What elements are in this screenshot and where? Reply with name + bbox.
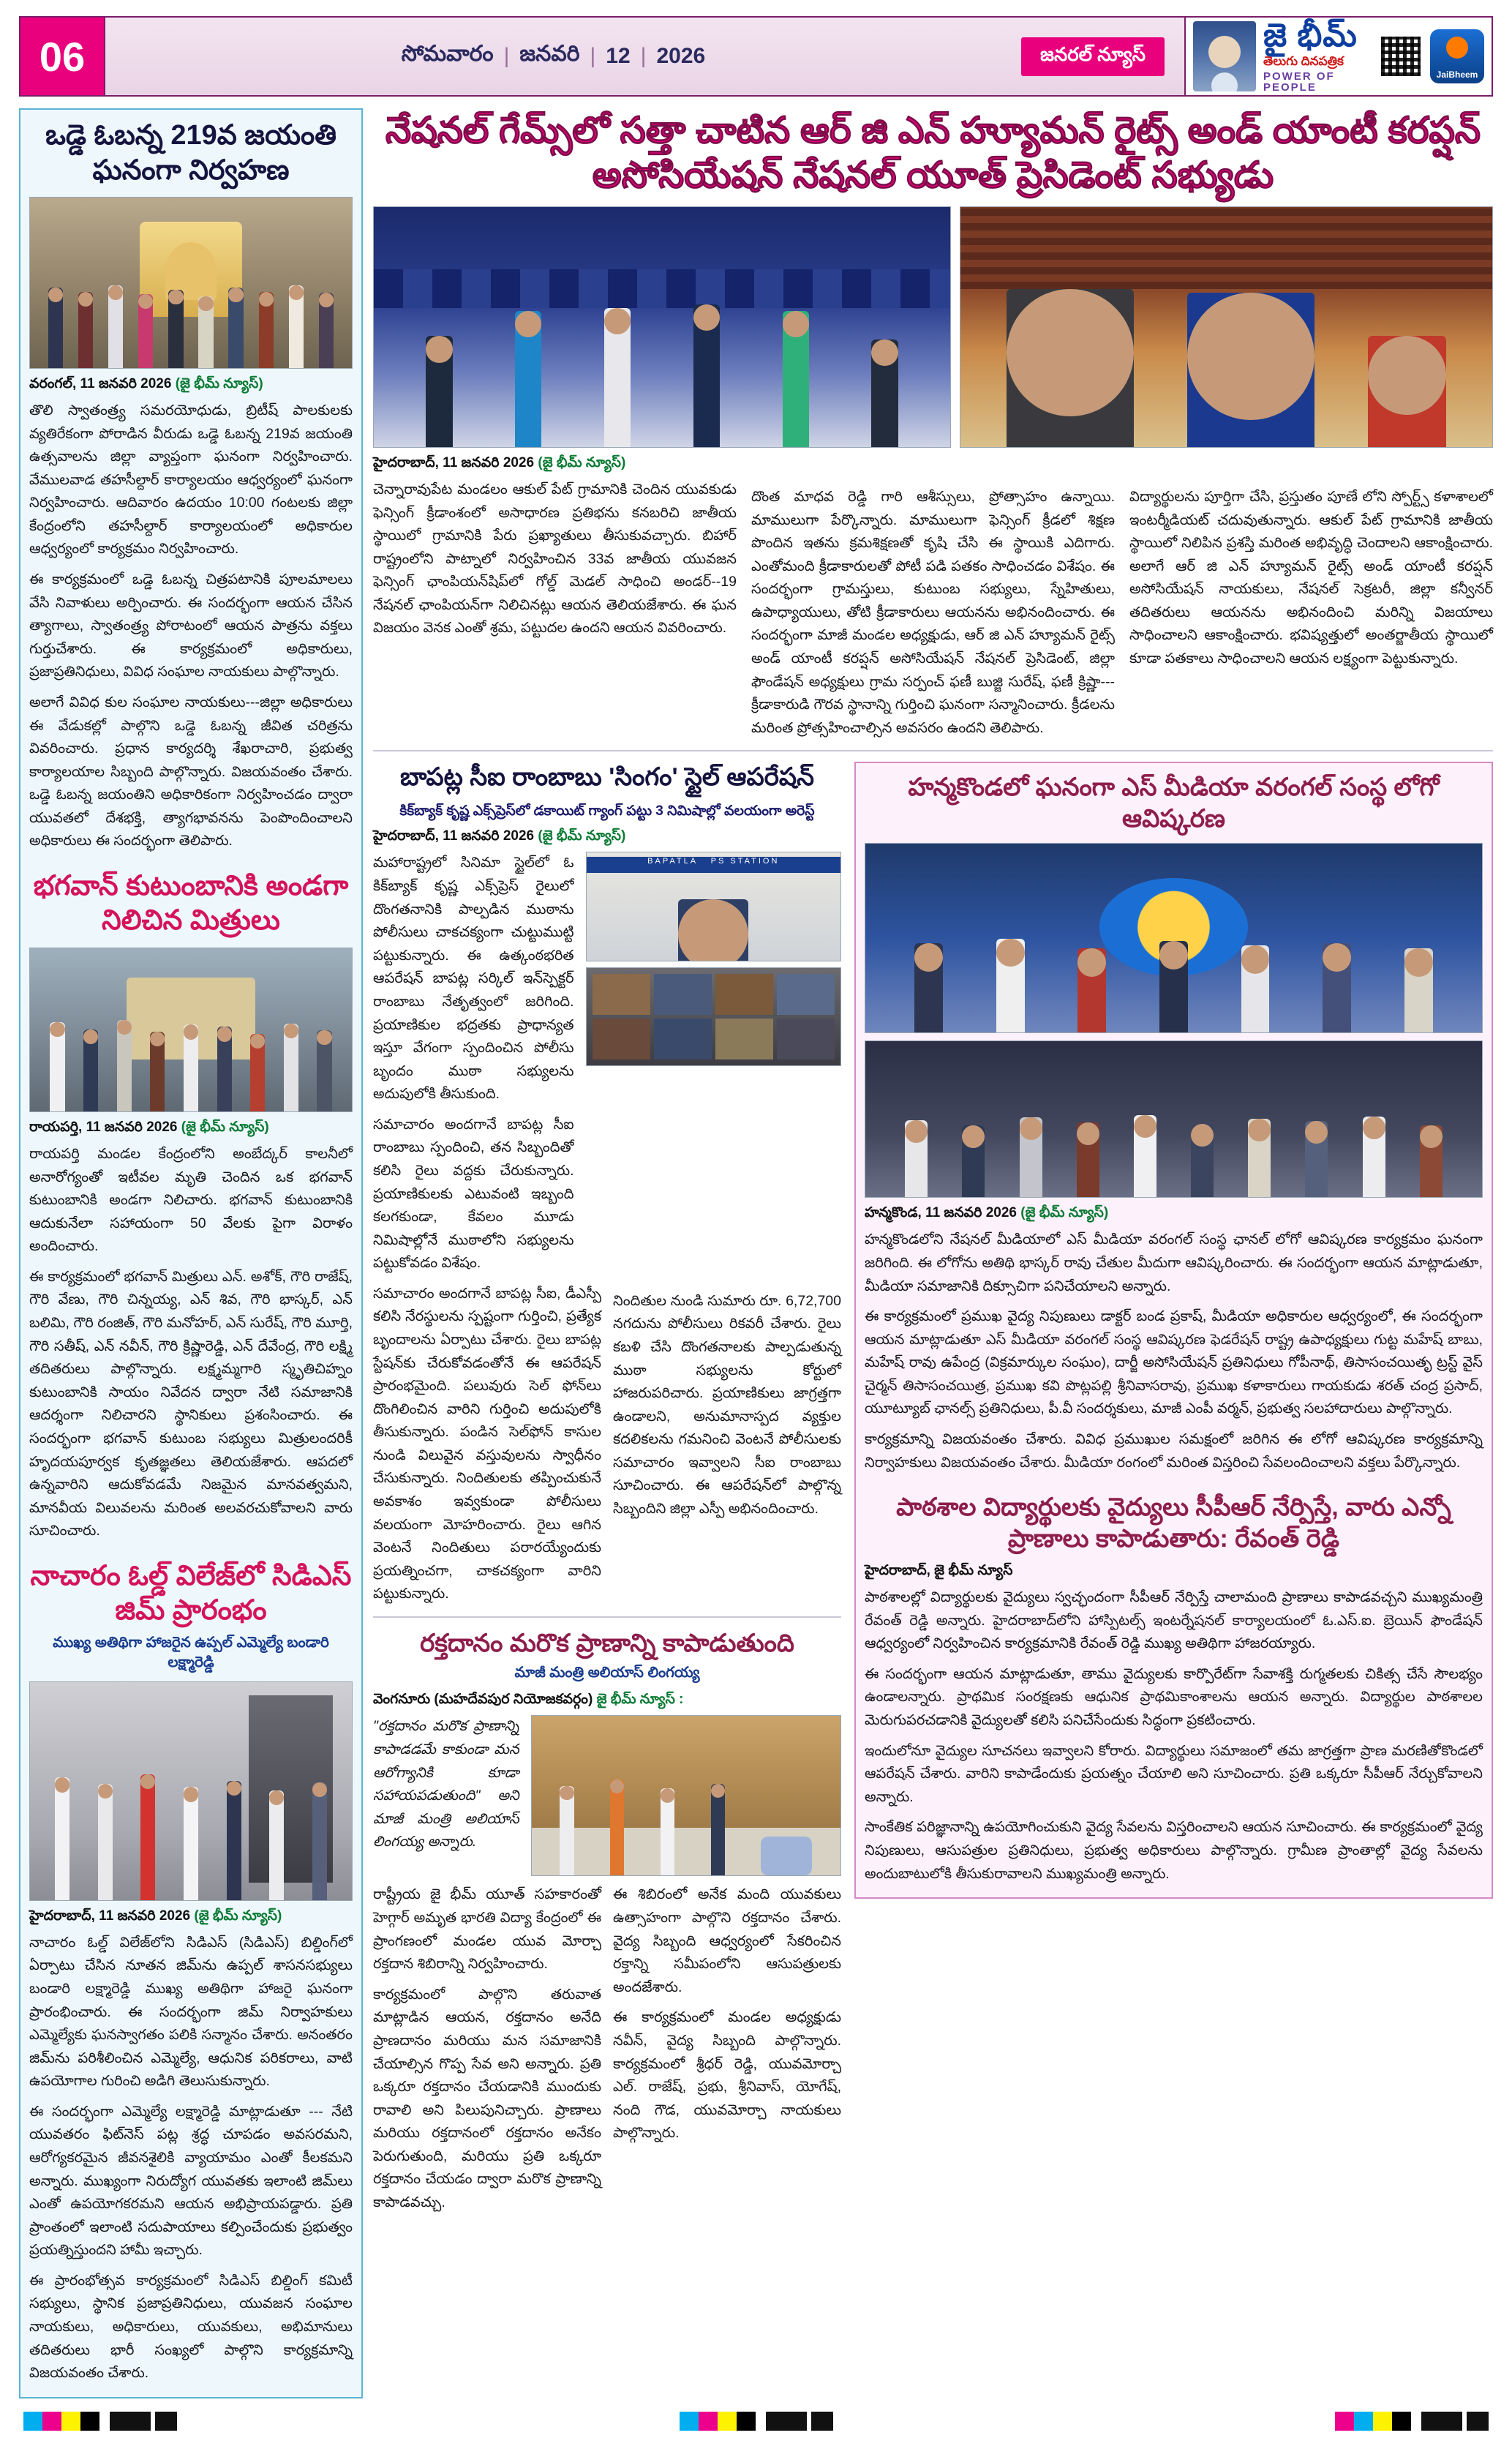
article-paragraph: తొలి స్వాతంత్ర్య సమరయోధుడు, బ్రిటీష్ పాలకులకు వ్యతిరేకంగా పోరాడిన వీరుడు ఒడ్డె ఓబన్న 219వ జయంతి ఉత్సవాలను జిల్లా వ్యాప్తంగా ఘనంగా నిర్వహించారు. వేములవాడ తహసీల్దార్ కార్యాలయం ఆధ్వర్యంలో ఘనంగా నిర్వహించారు. ఆదివారం ఉదయం 10:00 గంటలకు జిల్లా కేంద్రంలోని తహసీల్దార్ కార్యాలయంలో అధికారుల ఆధ్వర్యంలో కార్యక్రమం నిర్వహించారు. <box>29 402 353 558</box>
bapatla-top <box>373 852 841 1275</box>
article-paragraph: ఈ కార్యక్రమంలో ప్రముఖ వైద్య నిపుణులు డాక్టర్ బండ ప్రకాష్, మీడియా అధికారుల ఆధ్వర్యంలో, ఈ సందర్భంగా ఆయన మాట్లాడుతూ ఎస్ మీడియా వరంగల్ సంస్థ ఆవిష్కరణ ఫెడరేషన్ రాష్ట్ర ఉపాధ్యక్షులు గుట్ట మహేష్ బాబు, మహేష్ రావు ఉపేంద్ర (విక్రమార్కుల సంఘం), దార్జీ అసోసియేషన్ ప్రతినిధులు గోపీనాథ్, తిసాసంచయితృ ట్రస్ట్ వైస్ చైర్మన్ తిసాసంచయిత్ర, ప్రముఖ కవి పొట్లపల్లి శ్రీనివాసరావు, ప్రముఖ కళాకారులు గాయకుడు శరత్ చంద్ర ప్రసాద్, యూట్యూబ్ ఛానల్స్ ప్రతినిధులు, పీ.వీ సందర్శకులు, మాజీ ఎంపీ వర్మన్, ప్రభుత్వ సలహాదారులు పాల్గొన్నారు. <box>865 1308 1483 1417</box>
registration-block <box>155 2412 177 2431</box>
lower-columns <box>373 762 1493 2214</box>
article-paragraph: ఈ సందర్భంగా ఆయన మాట్లాడుతూ, తాము వైద్యులకు కార్పొరేట్‌గా సేవాశక్తి రుగ్మతలకు చికిత్స చేసే సౌలభ్యం ఉండాలన్నారు. ప్రాథమిక సంరక్షణకు ఆధునిక ప్రాథమికాంశాలను ఆయన అన్నారు. విద్యార్థుల పాఠశాలల మెరుగుపరచడానికి వైద్యులతో కలిసి పనిచేసేందుకు సిద్ధంగా ప్రకటించారు. <box>865 1665 1483 1729</box>
color-swatch-magenta <box>42 2412 61 2431</box>
color-swatch-group <box>1335 2412 1489 2431</box>
article-photo <box>373 206 951 448</box>
dateline <box>373 828 841 847</box>
dateline-place: రాయపర్తి, 11 జనవరి 2026 <box>29 1119 178 1135</box>
dateline-place: హన్మకొండ, 11 జనవరి 2026 <box>865 1205 1017 1221</box>
main-column <box>373 108 1493 2398</box>
day-label: సోమవారం <box>401 41 494 66</box>
registration-block <box>811 2412 833 2431</box>
dateline-place: హైదరాబాద్, 11 జనవరి 2026 <box>29 1908 191 1924</box>
article-photo <box>29 197 353 369</box>
article-paragraph: విద్యార్థులను పూర్తిగా చేసి, ప్రస్తుతం పూణే లోని స్పోర్ట్స్ కళాశాలలో ఇంటర్మీడియట్ చదువుతున్నారు. ఆకుల్ పేట్ గ్రామానికి జాతీయ స్థాయిలో నిలిపిన ప్రశస్తి మరింత అభివృద్ధి చెందాలని ఆకాంక్షించారు. అలాగే ఆర్ జి ఎన్ హ్యూమన్ రైట్స్ అండ్ యాంటీ కరప్షన్ అసోసియేషన్ నాయకులు, నేషనల్ సెక్రటరీ, జిల్లా కన్వీనర్ తదితరులు ఆయనను అభినందించి మరిన్ని విజయాలు సాధించాలని ఆకాంక్షించారు. భవిష్యత్తులో అంతర్జాతీయ స్థాయిలో కూడా పతకాలు సాధించాలని ఆయన లక్ష్యంగా పెట్టుకున్నారు. <box>1129 489 1493 667</box>
divider: | <box>640 44 647 68</box>
subheadline: ముఖ్య అతిథిగా హాజరైన ఉప్పల్ ఎమ్మెల్యే బండారి లక్ష్మారెడ్డి <box>53 1634 329 1670</box>
lead-body-columns <box>373 479 1493 740</box>
mobile-app-icon: JaiBheem <box>1430 29 1484 83</box>
color-swatch-magenta <box>1335 2412 1354 2431</box>
left-column <box>19 108 363 2398</box>
registration-block <box>110 2412 151 2431</box>
page-title: పాఠశాల విద్యార్థులకు వైద్యులు సీపీఆర్ నేర్పిస్తే, వారు ఎన్నో ప్రాణాలు కాపాడుతారు: రేవంత్ రెడ్డి <box>896 1493 1451 1553</box>
dateline <box>29 1908 353 1927</box>
dateline-place: వెంగనూరు (మహదేవపుర నియోజకవర్గం) <box>373 1692 593 1708</box>
article-paragraph: ఈ కార్యక్రమంలో ఒడ్డె ఓబన్న చిత్రపటానికి పూలమాలలు వేసి నివాళులు అర్పించారు. ఈ సందర్భంగా ఆయన చేసిన త్యాగాలు, స్వాతంత్ర్య పోరాటంలో ఆయన పాత్రను వక్తలు గుర్తుచేశారు. ఈ కార్యక్రమంలో అధికారులు, ప్రజాప్రతినిధులు, వివిధ సంఘాల నాయకులు పాల్గొన్నారు. <box>29 571 353 680</box>
article-hanamkonda <box>854 762 1493 1899</box>
date-label: 12 <box>606 44 631 68</box>
dateline-place: వరంగల్, 11 జనవరి 2026 <box>29 376 172 391</box>
blood-top <box>373 1715 841 1876</box>
page-title: బాపట్ల సీఐ రాంబాబు 'సింగం' స్టైల్ ఆపరేషన్ <box>400 763 814 792</box>
dateline-place: హైదరాబాద్, 11 జనవరి 2026 <box>373 455 535 470</box>
page-title: రక్తదానం మరొక ప్రాణాన్ని కాపాడుతుంది <box>420 1629 794 1657</box>
dateline <box>373 1692 841 1711</box>
dateline-place: హైదరాబాద్, జై భీమ్ న్యూస్ <box>865 1563 1013 1579</box>
page-title: నేషనల్ గేమ్స్‌లో సత్తా చాటిన ఆర్ జి ఎన్ హ్యూమన్ రైట్స్ అండ్ యాంటీ కరప్షన్ అసోసియేషన్ నేషనల్ యూత్ ప్రెసిడెంట్ సభ్యుడు <box>385 110 1481 195</box>
registration-block <box>766 2412 807 2431</box>
date-line <box>105 18 1001 95</box>
logo-tagline: POWER OF PEOPLE <box>1263 70 1335 94</box>
qr-code-icon <box>1379 34 1423 78</box>
article-photo <box>29 948 353 1112</box>
lead-photo-row <box>373 206 1493 448</box>
divider <box>373 750 1493 751</box>
color-swatch-cyan <box>23 2412 42 2431</box>
article-oddeobanna <box>19 108 363 2398</box>
article-paragraph: కార్యక్రమాన్ని విజయవంతం చేశారు. వివిధ ప్రముఖుల సమక్షంలో జరిగిన ఈ లోగో ఆవిష్కరణ కార్యక్రమాన్ని నిర్వాహకులు విజయవంతం చేశారు. మీడియా రంగంలో మరింత విస్తరించి సేవలందించాలని వక్తలు పేర్కొన్నారు. <box>865 1430 1483 1471</box>
status-badge: జనరల్ న్యూస్ <box>1021 37 1165 76</box>
page-number: 06 <box>20 18 105 95</box>
publication-logo <box>1184 18 1492 95</box>
page-title: హన్మకొండలో ఘనంగా ఎస్ మీడియా వరంగల్ సంస్థ లోగో ఆవిష్కరణ <box>908 773 1440 833</box>
dateline-source: (జై భీమ్ న్యూస్) <box>1020 1205 1109 1221</box>
article-photo: BAPATLA PS STATION <box>586 852 841 961</box>
article-paragraph: నాచారం ఓల్డ్ విలేజ్‌లోని సిడిఎస్ (సిడిఎస్) బిల్డింగ్‌లో ఏర్పాటు చేసిన నూతన జిమ్‌ను ఉప్పల్ శాసనసభ్యులు బండారి లక్ష్మారెడ్డి ముఖ్య అతిథిగా హాజరై ఘనంగా ప్రారంభించారు. ఈ సందర్భంగా జిమ్ నిర్వాహకులు ఎమ్మెల్యేకు ఘనస్వాగతం పలికి సన్మానం చేశారు. అనంతరం జిమ్‌ను పరిశీలించిన ఎమ్మెల్యే, ఆధునిక పరికరాలు, వాటి ఉపయోగాల గురించి అడిగి తెలుసుకున్నారు. <box>29 1934 353 2090</box>
article-national-games <box>373 108 1493 740</box>
article-paragraph: సమాచారం అందగానే బాపట్ల సీఐ, డీఎస్పీ కలిసి నేరస్థులను స్పష్టంగా గుర్తించి, ప్రత్యేక బృందాలను ఏర్పాటు చేశారు. రైలు బాపట్ల స్టేషన్‌కు చేరుకోవడంతోనే ఈ ఆపరేషన్ ప్రారంభమైంది. పలువురు సెల్ ఫోన్‌లు దొంగిలించిన వారిని గుర్తించి అదుపులోకి తీసుకున్నారు. పండిన సెల్‌ఫోన్ కాసుల నుండి విలువైన వస్తువులను స్వాధీనం చేసుకున్నారు. నిందితులకు తప్పించుకునే అవకాశం ఇవ్వకుండా పోలీసులు వలయంగా మోహరించారు. రైలు ఆగిన వెంటనే నిందితులు పరారయ్యేందుకు ప్రయత్నించగా, చాకచక్యంగా వారిని పట్టుకున్నారు. <box>373 1285 601 1602</box>
article-paragraph: మహారాష్ట్రలో సినిమా స్టైల్‌లో ఓ కిక్‌బ్యాక్ కృష్ణ ఎక్స్‌ప్రెస్ రైలులో దొంగతనానికి పాల్పడిన ముఠాను పోలీసులు చాకచక్యంగా చుట్టుముట్టి పట్టుకున్నారు. ఈ ఉత్కంఠభరిత ఆపరేషన్ బాపట్ల సర్కిల్ ఇన్‌స్పెక్టర్ రాంబాబు నేతృత్వంలో జరిగింది. ప్రయాణికుల భద్రతకు ప్రాధాన్యత ఇస్తూ వేగంగా స్పందించిన పోలీసు బృందం ముఠా సభ్యులను అదుపులోకి తీసుకుంది. <box>373 855 574 1103</box>
pull-quote: "రక్తదానం మరొక ప్రాణాన్ని కాపాడడమే కాకుండా మన ఆరోగ్యానికి కూడా సహాయపడుతుంది" అని మాజీ మంత్రి అలియాస్ లింగయ్య అన్నారు. <box>373 1718 519 1850</box>
article-photo <box>531 1715 841 1876</box>
masthead <box>19 16 1493 97</box>
article-paragraph: దొంత మాధవ రెడ్డి గారి ఆశీస్సులు, ప్రోత్సాహం ఉన్నాయి. మాములుగా పేర్కొన్నారు. మాములుగా ఫెన్సింగ్ క్రీడలో శిక్షణ పొందిన ఇతను క్రమశిక్షణతో కృషి చేసి ఈ స్థాయికి ఎదిగారు. ఎంతోమంది క్రీడాకారులతో పోటీ పడి పతకం సాధించడం విశేషం. ఈ సందర్భంగా గ్రామస్తులు, కుటుంబ సభ్యులు, స్నేహితులు, ఉపాధ్యాయులు, తోటి క్రీడాకారులు ఆయనను అభినందించారు. ఈ సందర్భంగా మాజీ మండల అధ్యక్షుడు, ఆర్ జి ఎన్ హ్యూమన్ రైట్స్ అండ్ యాంటీ కరప్షన్ అసోసియేషన్ నేషనల్ ప్రెసిడెంట్, జిల్లా ఫౌండేషన్ అధ్యక్షులు గ్రామ సర్పంచ్ ఫణీ బుజ్జి సురేష్, ఫణీ క్రిష్ణా--- క్రీడాకారుడి గౌరవ స్థానాన్ని గుర్తించి ఘనంగా సన్మానించారు. క్రీడలను మరింత ప్రోత్సహించాల్సిన అవసరం ఉందని తెలిపారు. <box>751 489 1115 736</box>
dateline-source: (జై భీమ్ న్యూస్) <box>194 1908 282 1924</box>
article-photo <box>865 1040 1483 1198</box>
article-paragraph: నిందితుల నుండి సుమారు రూ. 6,72,700 నగదును పోలీసులు రికవరీ చేశారు. రైలు కబళి చేసి దొంగతనాలకు పాల్పడుతున్న ముఠా సభ్యులను కోర్టులో హాజరుపరిచారు. ప్రయాణికులు జాగ్రత్తగా ఉండాలని, అనుమానాస్పద వ్యక్తుల కదలికలను గమనించి వెంటనే పోలీసులకు సమాచారం ఇవ్వాలని సీఐ రాంబాబు సూచించారు. ఈ ఆపరేషన్‌లో పాల్గొన్న సిబ్బందిని జిల్లా ఎస్పీ అభినందించారు. <box>613 1292 841 1518</box>
article-paragraph: అలాగే వివిధ కుల సంఘాల నాయకులు---జిల్లా అధికారులు ఈ వేడుకల్లో పాల్గొని ఒడ్డె ఓబన్న జీవిత చరిత్రను వివరించారు. ప్రధాన కార్యదర్శి శేఖరాచారి, ప్రభుత్వ కార్యాలయాల సిబ్బంది పాల్గొన్నారు. విజయవంతం చేశారు. ఒడ్డె ఓబన్న జయంతిని అధికారికంగా నిర్వహించడం ద్వారా యువతలో దేశభక్తి, త్యాగభావనను పెంపొందించాలని అధికారులు ఈ సందర్భంగా తెలిపారు. <box>29 694 353 849</box>
page-content <box>19 108 1493 2398</box>
dateline-source: (జై భీమ్ న్యూస్) <box>538 828 626 844</box>
logo-subtitle: తెలుగు దినపత్రిక <box>1263 54 1344 68</box>
dateline-source: (జై భీమ్ న్యూస్) <box>181 1119 269 1135</box>
registration-block <box>1421 2412 1462 2431</box>
color-swatch-cyan <box>1354 2412 1373 2431</box>
article-paragraph: కార్యక్రమంలో పాల్గొని తరువాత మాట్లాడిన ఆయన, రక్తదానం అనేది ప్రాణదానం మరియు మన సమాజానికి చేయాల్సిన గొప్ప సేవ అని అన్నారు. ప్రతి ఒక్కరూ రక్తదానం చేయడానికి ముందుకు రావాలి అని పిలుపునిచ్చారు. ప్రాణాలు మరియు రక్తదానంలో రక్తదానం అనేకం పెరుగుతుంది, మరియు ప్రతి ఒక్కరూ రక్తదానం చేయడం ద్వారా మరొక ప్రాణాన్ని కాపాడవచ్చు. <box>373 1986 601 2210</box>
section-badge-wrap <box>1001 18 1184 95</box>
color-swatch-magenta <box>699 2412 718 2431</box>
page-title: భగవాన్ కుటుంబానికి అండగా నిలిచిన మిత్రులు <box>33 870 349 937</box>
dateline <box>29 1119 353 1139</box>
article-paragraph: ఇందులోనూ వైద్యుల సూచనలు ఇవ్వాలని కోరారు. విద్యార్థులు సమాజంలో తమ జాగ్రత్తగా ప్రాణ మరణితోకొండలో ఆపరేషన్ చేశారు. వారిని కాపాడేందుకు ప్రయత్నం చేయాలి అని సూచించారు. ప్రతి ఒక్కరూ సీపీఆర్ నేర్చుకోవాలని అన్నారు. <box>865 1742 1483 1805</box>
dateline <box>373 455 1493 474</box>
divider <box>373 1616 841 1618</box>
article-photo <box>29 1681 353 1901</box>
registration-block <box>1467 2412 1489 2431</box>
article-photo <box>865 843 1483 1033</box>
color-swatch-yellow <box>61 2412 80 2431</box>
dateline <box>865 1563 1483 1582</box>
article-paragraph: ఈ శిబిరంలో అనేక మంది యువకులు ఉత్సాహంగా పాల్గొని రక్తదానం చేశారు. వైద్య సిబ్బంది ఆధ్వర్యంలో సేకరించిన రక్తాన్ని సమీపంలోని ఆసుపత్రులకు అందజేశారు. <box>613 1886 841 1995</box>
dateline-place: హైదరాబాద్, 11 జనవరి 2026 <box>373 828 535 844</box>
color-swatch-yellow <box>718 2412 737 2431</box>
page-title: నాచారం ఓల్డ్ విలేజ్‌లో సిడిఎస్ జిమ్ ప్రారంభం <box>30 1560 352 1627</box>
color-swatch-black <box>737 2412 756 2431</box>
article-photo <box>960 206 1493 448</box>
article-paragraph: ఈ ప్రారంభోత్సవ కార్యక్రమంలో సిడిఎస్ బిల్డింగ్ కమిటీ సభ్యులు, స్థానిక ప్రజాప్రతినిధులు, యువజన సంఘాల నాయకులు, అధికారులు, యువకులు, అభిమానులు తదితరులు భారీ సంఖ్యలో పాల్గొని కార్యక్రమాన్ని విజయవంతం చేశారు. <box>29 2272 353 2382</box>
color-swatch-group <box>23 2412 177 2431</box>
dateline-source: (జై భీమ్ న్యూస్) <box>538 455 626 470</box>
color-swatch-black <box>80 2412 99 2431</box>
bapatla-bottom <box>373 1283 841 1606</box>
article-blood-donation <box>373 1628 841 2215</box>
article-paragraph: పాఠశాలల్లో విద్యార్థులకు వైద్యులు స్వచ్ఛందంగా సీపీఆర్ నేర్పిస్తే చాలామంది ప్రాణాలు కాపాడవచ్చని ముఖ్యమంత్రి రేవంత్ రెడ్డి అన్నారు. హైదరాబాద్‌లోని హాస్పిటల్స్ ఇంటర్నేషనల్ కార్యాలయంలో ఓ.ఎస్.ఐ. బ్రెయిన్ ఫౌండేషన్ ఆధ్వర్యంలో నిర్వహించిన కార్యక్రమానికి రేవంత్ రెడ్డి ముఖ్య అతిథిగా హాజరయ్యారు. <box>865 1589 1483 1652</box>
color-swatch-cyan <box>680 2412 699 2431</box>
page-title: ఒడ్డె ఓబన్న 219వ జయంతి ఘనంగా నిర్వహణ <box>45 120 336 186</box>
article-paragraph: రాష్ట్రీయ జై భీమ్ యూత్ సహకారంతో హెగ్గార్ అమృత భారతి విద్యా కేంద్రంలో ఈ ప్రాంగణంలో మండల యువ మోర్చా రక్తదాన శిబిరాన్ని నిర్వహించారు. <box>373 1886 601 1973</box>
article-paragraph: సమాచారం అందగానే బాపట్ల సీఐ రాంబాబు స్పందించి, తన సిబ్బందితో కలిసి రైలు వద్దకు చేరుకున్నారు. ప్రయాణికులకు ఎటువంటి ఇబ్బంది కలగకుండా, కేవలం మూడు నిమిషాల్లోనే ముఠాలోని సభ్యులను పట్టుకోవడం విశేషం. <box>373 1116 574 1272</box>
article-paragraph: ఈ సందర్భంగా ఎమ్మెల్యే లక్ష్మారెడ్డి మాట్లాడుతూ --- నేటి యువతరం ఫిట్‌నెస్ పట్ల శ్రద్ధ చూపడం అవసరమని, ఆరోగ్యకరమైన జీవనశైలికి వ్యాయామం ఎంతో కీలకమని అన్నారు. ముఖ్యంగా నిరుద్యోగ యువతకు ఇలాంటి జిమ్‌లు ఎంతో ఉపయోగకరమని ఆయన అభిప్రాయపడ్డారు. ప్రతి ప్రాంతంలో ఇలాంటి సదుపాయాలు కల్పించేందుకు ప్రభుత్వం ప్రయత్నిస్తుందని హామీ ఇచ్చారు. <box>29 2103 353 2259</box>
divider: | <box>590 44 596 68</box>
print-registration-bars <box>19 2412 1493 2431</box>
article-paragraph: హన్మకొండలోని నేషనల్ మీడియాలో ఎస్ మీడియా వరంగల్ సంస్థ ఛానల్ లోగో ఆవిష్కరణ కార్యక్రమం ఘనంగా జరిగింది. ఈ లోగోను అతిథి భాస్కర్ రావు చేతుల మీదుగా ఆవిష్కరించారు. ఈ సందర్భంగా ఆయన మాట్లాడుతూ, మీడియా సమాజానికి దిక్సూచిగా పనిచేయాలని అన్నారు. <box>865 1231 1483 1294</box>
middle-column <box>373 762 841 2214</box>
color-swatch-black <box>1392 2412 1411 2431</box>
article-paragraph: చెన్నారావుపేట మండలం ఆకుల్ పేట్ గ్రామానికి చెందిన యువకుడు ఫెన్సింగ్ క్రీడాంశంలో అసాధారణ ప్రతిభను కనబరిచి జాతీయ స్థాయిలో గ్రామానికి పేరు ప్రఖ్యాతులు తీసుకువచ్చారు. బిహార్ రాష్ట్రంలోని పాట్నాలో నిర్వహించిన 33వ జాతీయ యువజన ఫెన్సింగ్ ఛాంపియన్‌షిప్‌లో గోల్డ్ మెడల్ సాధించి అండర్--19 నేషనల్ ఛాంపియన్‌గా నిలిచినట్లు ఆయన తెలియజేశారు. ఈ ఘన విజయం వెనక ఎంతో శ్రమ, పట్టుదల ఉందని ఆయన వివరించారు. <box>373 481 737 637</box>
logo-text <box>1263 20 1372 93</box>
dateline <box>29 376 353 395</box>
article-paragraph: రాయపర్తి మండల కేంద్రంలోని అంబేద్కర్ కాలనీలో అనారోగ్యంతో ఇటీవల మృతి చెందిన ఒక భగవాన్ కుటుంబానికి అండగా నిలిచారు. భగవాన్ కుటుంబానికి ఆదుకునేలా సహాయంగా 50 వేలకు పైగా విరాళం అందించారు. <box>29 1145 353 1255</box>
right-column <box>854 762 1493 2214</box>
color-swatch-yellow <box>1373 2412 1392 2431</box>
logo-title: జై భీమ్ <box>1263 18 1358 53</box>
article-paragraph: ఈ కార్యక్రమంలో భగవాన్ మిత్రులు ఎన్. అశోక్, గౌరి రాజేష్, గౌరి వేణు, గౌరి చిన్నయ్య, ఎన్ శివ, గౌరి భాస్కర్, ఎన్ బలిమి, గౌరి రంజిత్, గౌరి మనోహర్, ఎన్ సురేష్, గౌరి మూర్తి, గౌరి సతీష్, ఎన్ నవీన్, గౌరి క్రిష్ణారెడ్డి, ఎన్ దేవేంద్ర, గౌరి లక్ష్మి తదితరులు పాల్గొన్నారు. లక్ష్మమ్మగారి స్మృతిచిహ్నం కుటుంబానికి సాయం నివేదన ద్వారా నేటి సమాజానికి ఆదర్శంగా నిలిచారని స్థానికులు ప్రశంసించారు. ఈ సందర్భంగా భగవాన్ కుటుంబ సభ్యులు మిత్రులందరికీ హృదయపూర్వక కృతజ్ఞతలు తెలియజేశారు. ఆపదలో ఉన్నవారిని ఆదుకోవడమే నిజమైన మానవత్వమని, మానవీయ విలువలను మరింత అలవరచుకోవాలని వారు సూచించారు. <box>29 1268 353 1539</box>
portrait-icon <box>1193 21 1256 91</box>
month-label: జనవరి <box>519 41 580 66</box>
article-paragraph: సాంకేతిక పరిజ్ఞానాన్ని ఉపయోగించుకుని వైద్య సేవలను విస్తరించాలని ఆయన సూచించారు. ఈ కార్యక్రమంలో వైద్య నిపుణులు, ఆసుపత్రుల ప్రతినిధులు, ప్రభుత్వ అధికారులు పాల్గొన్నారు. గ్రామీణ ప్రాంతాల్లో వైద్య సేవలను అందుబాటులోకి తీసుకురావాలని ముఖ్యమంత్రి అన్నారు. <box>865 1819 1483 1882</box>
article-bapatla <box>373 762 841 1606</box>
blood-body <box>373 1883 841 2214</box>
year-label: 2026 <box>656 44 706 68</box>
dateline-source: (జై భీమ్ న్యూస్) <box>175 376 263 391</box>
color-swatch-group <box>680 2412 833 2431</box>
subheadline: మాజీ మంత్రి అలియాస్ లింగయ్య <box>514 1665 700 1681</box>
article-photo <box>586 967 841 1066</box>
subheadline: కిక్‌బ్యాక్ కృష్ణ ఎక్స్‌ప్రెస్‌లో డకాయిట్ గ్యాంగ్ పట్టు 3 నిమిషాల్లో వలయంగా అరెస్ట్ <box>399 803 815 819</box>
divider: | <box>503 44 510 68</box>
dateline <box>865 1205 1483 1224</box>
dateline-source: జై భీమ్ న్యూస్ : <box>596 1692 684 1708</box>
article-paragraph: ఈ కార్యక్రమంలో మండల అధ్యక్షుడు నవీన్, వైద్య సిబ్బంది పాల్గొన్నారు. కార్యక్రమంలో శ్రీధర్ రెడ్డి, యువమోర్చా ఎల్. రాజేష్, ప్రభు, శ్రీనివాస్, యోగేష్, నంది గౌడ, యువమోర్చా నాయకులు పాల్గొన్నారు. <box>613 2009 841 2142</box>
